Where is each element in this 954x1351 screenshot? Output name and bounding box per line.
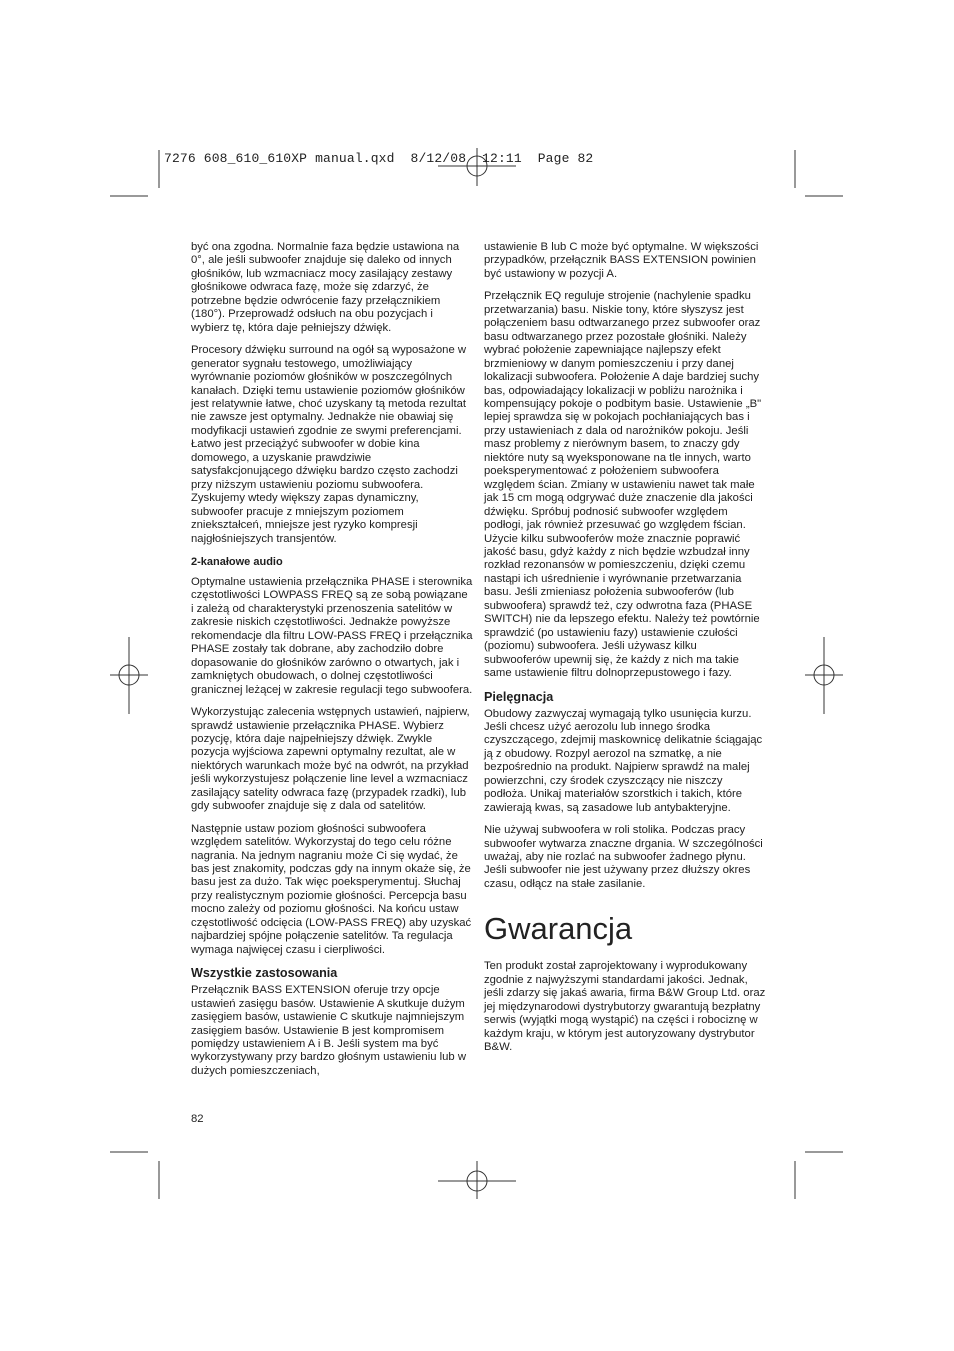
paragraph: być ona zgodna. Normalnie faza będzie ustawiona na 0°, ale jeśli subwoofer znajduje się daleko od innych głośników, lub wzmacniacz mocy zasilający zestawy głośnikowe odwraca fazę, może się zdarzyć, że potrzebne będzie odwrócenie fazy przełącznikiem (180°). Przeprowadź odsłuch na obu pozycjach i wybierz tę, która daje pełniejszy dźwięk.: [191, 241, 460, 334]
paragraph: Procesory dźwięku surround na ogół są wyposażone w generator sygnału testowego, umożliwiający wyrównanie poziomów głośników w poszczególnych kanałach. Dzięki temu ustawienie poziomów głośników jest relatywnie łatwe, choć uzyskany tą metoda rezultat nie zawsze jest optymalny. Jednakże nie obawiaj się modyfikacji ustawień zgodnie ze swymi preferencjami. Łatwo jest przeciążyć subwoofer w dobie kina domowego, a uzyskanie prawdziwie satysfakcjonującego dźwięku bardzo często zachodzi przy niższym ustawieniu poziomu subwoofera. Zyskujemy wtedy większy zapas dynamiczny, subwoofer pracuje z mniejszym poziomem zniekształceń, mniejsze jest ryzyko kompresji najgłośniejszych transjentów.: [191, 344, 467, 545]
paragraph: Nie używaj subwoofera w roli stolika. Podczas pracy subwoofer wytwarza znaczne drgania. W szczególności uważaj, aby nie rozlać na subwoofer żadnego płynu. Jeśli subwoofer nie jest używany przez dłuższy okres czasu, odłącz na stałe zasilanie.: [484, 824, 763, 890]
left-text-column: [191, 241, 473, 1087]
registration-mark-right: [805, 637, 843, 714]
registration-mark-bottom: [438, 1161, 516, 1199]
paragraph: ustawienie B lub C może być optymalne. W większości przypadków, przełącznik BASS EXTENSION powinien być ustawiony w pozycji A.: [484, 241, 759, 280]
heading-all-applications: Wszystkie zastosowania: [191, 966, 338, 981]
page-number: 82: [191, 1113, 204, 1125]
right-text-column: [484, 241, 766, 1064]
paragraph: Ten produkt został zaprojektowany i wyprodukowany zgodnie z najwyższymi standardami jakości. Jednak, jeśli zdarzy się jakaś awaria, firma B&W Group Ltd. oraz jej międzynarodowi dystrybutorzy gwarantują bezpłatny serwis (wyjątki mogą wystąpić) na części i robociznę w każdym kraju, w którym jest autoryzowany dystrybutor B&W.: [484, 960, 766, 1054]
registration-mark-left: [110, 637, 148, 714]
paragraph: Przełącznik EQ reguluje strojenie (nachylenie spadku przetwarzania) basu. Niskie tony, które słyszysz jest połączeniem basu odtwarzanego przez subwoofer oraz basu odtwarzanego przez pozostałe głośniki. Należy wybrać położenie zapewniające najlepszy efekt brzmieniowy w danym pomieszczeniu i przy danej lokalizacji subwoofera. Położenie A daje bardziej suchy bas, odpowiadający lokalizacji w pobliżu narożnika i kompensujący pokoje o podbitym basie. Ustawienie „B" lepiej sprawdza się w pokojach pochłaniających bas i przy ustawieniach z dala od narożników pokoju. Jeśli masz problemy z nierównym basem, to znaczy gdy niektóre nuty są wyeksponowane na tle innych, warto poeksperymentować z położeniem subwoofera względem ścian. Zmiany w ustawieniu nawet tak małe jak 15 cm mogą odgrywać duże znaczenie dla jakości dźwięku. Spróbuj podnosić subwoofer względem podłogi, jak również przesuwać go względem fścian. Użycie kilku subwooferów może znacznie poprawić jakość basu, gdyż każdy z nich będzie wzbudzał inny rozkład rezonansów w pomieszczeniu, dzięki czemu nastąpi ich uśrednienie i wyrównanie przetwarzania basu. Jeśli zmieniasz położenia subwooferów (lub subwoofera) sprawdź też, czy odwrotna faza (PHASE SWITCH) nie da lepszego efektu. Należy też powtórnie sprawdzić (po ustawieniu fazy) ustawienie czułości (poziomu) subwoofera. Jeśli używasz kilku subwooferów upewnij się, że każdy z nich ma takie same ustawienie filtru dolnoprzepustowego i fazy.: [484, 290, 762, 680]
paragraph: Optymalne ustawienia przełącznika PHASE i sterownika częstotliwości LOWPASS FREQ są ze sobą powiązane i zależą od charakterystyki przenoszenia satelitów w zakresie niskich częstotliwości. Jednakże powyższe rekomendacje dla filtru LOW-PASS FREQ i przełącznika PHASE zostały tak dobrane, aby zachodziło dobre dopasowanie do głośników zarówno o otwartych, jak i zamkniętych obudowach, o dolnej częstotliwości granicznej leżącej w zakresie regulacji tego subwoofera.: [191, 575, 473, 696]
heading-2-channel-audio: 2-kanałowe audio: [191, 555, 283, 568]
paragraph: Przełącznik BASS EXTENSION oferuje trzy opcje ustawień zasięgu basów. Ustawienie A skutkuje dużym zasięgiem basów, ustawienie C skutkuje najmniejszym zasięgiem basów. Ustawienie B jest kompromisem pomiędzy ustawieniem A i B. Jeśli system ma być wykorzystywany przy bardzo głośnym ustawieniu lub w dużych pomieszczeniach,: [191, 984, 466, 1077]
heading-care: Pielęgnacja: [484, 689, 554, 704]
paragraph: Obudowy zazwyczaj wymagają tylko usunięcia kurzu. Jeśli chcesz użyć aerozolu lub innego środka czyszczącego, zdejmij maskownicę delikatnie ściągając ją z obudowy. Rozpyl aerozol na szmatkę, a nie bezpośrednio na produkt. Najpierw sprawdź na malej powierzchni, czy środek czyszczący nie niszczy podłoża. Unikaj materiałów szorstkich i takich, które zawierają kwas, są zasadowe lub antybakteryjne.: [484, 707, 763, 814]
paragraph: Następnie ustaw poziom głośności subwoofera względem satelitów. Wykorzystaj do tego celu różne nagrania. Na jednym nagraniu może Ci się wydać, że bas jest znakomity, podczas gdy na innym okaże się, że basu jest za dużo. Tak więc poeksperymentuj. Słuchaj przy realistycznym poziomie głośności. Percepcja basu mocno zależy od poziomu głośności. Na końcu ustaw częstotliwość odcięcia (LOW-PASS FREQ) aby uzyskać najbardziej spójne połączenie satelitów. Ta regulacja wymaga najwięcej czasu i cierpliwości.: [191, 822, 472, 956]
heading-warranty: Gwarancja: [484, 911, 633, 947]
paragraph: Wykorzystując zalecenia wstępnych ustawień, najpierw, sprawdź ustawienie przełącznika PHASE. Wybierz pozycję, która daje najpełniejszy dźwięk. Zwykle pozycja wyjściowa zapewni optymalny rezultat, ale w niektórych warunkach może być na odwrót, na przykład jeśli wykorzystujesz połączenie line level a wzmacniacz zasilający satelity odwraca fazę (przypadek rzadki), lub gdy subwoofer znajduje się z dala od satelitów.: [191, 706, 470, 813]
print-slug-line: 7276 608_610_610XP manual.qxd 8/12/08 12:11 Page 82: [164, 151, 594, 166]
